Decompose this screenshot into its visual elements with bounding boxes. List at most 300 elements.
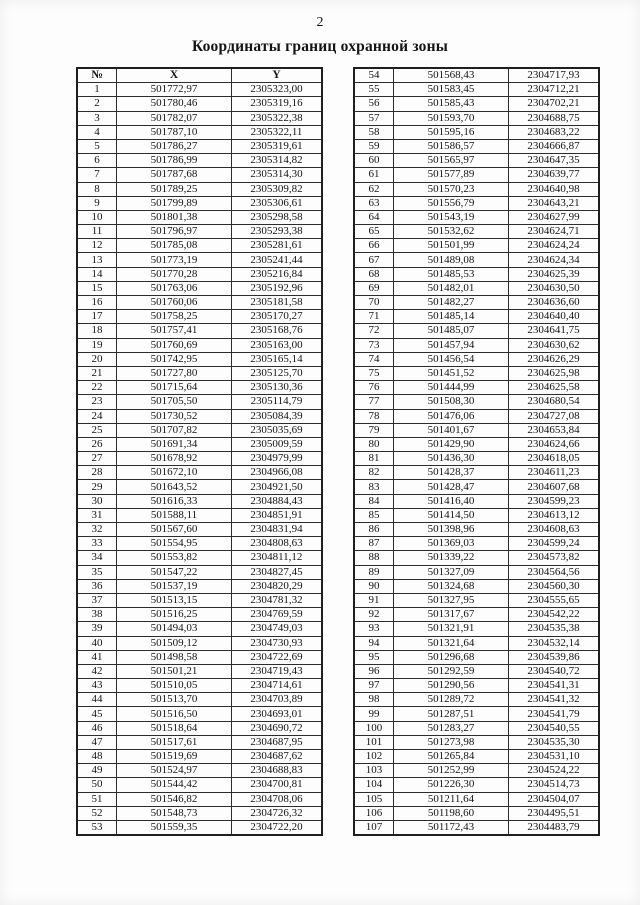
cell-num: 9 [77, 196, 117, 210]
cell-y: 2304727,08 [509, 409, 600, 423]
cell-x: 501369,03 [394, 537, 509, 551]
table-row [77, 395, 322, 409]
cell-x: 501436,30 [394, 452, 509, 466]
cell-x: 501327,09 [394, 565, 509, 579]
cell-num: 87 [354, 537, 394, 551]
cell-num: 91 [354, 593, 394, 607]
cell-x: 501273,98 [394, 735, 509, 749]
table-row [354, 523, 599, 537]
cell-num: 90 [354, 579, 394, 593]
cell-y: 2305293,38 [232, 225, 323, 239]
cell-y: 2305170,27 [232, 310, 323, 324]
table-row [77, 296, 322, 310]
header-cell-y: Y [232, 68, 323, 83]
cell-x: 501485,53 [394, 267, 509, 281]
cell-y: 2304714,61 [232, 679, 323, 693]
table-row [77, 352, 322, 366]
cell-y: 2304640,40 [509, 310, 600, 324]
table-row [77, 225, 322, 239]
cell-num: 83 [354, 480, 394, 494]
cell-y: 2304625,98 [509, 366, 600, 380]
table-row [77, 721, 322, 735]
table-row [77, 593, 322, 607]
cell-num: 106 [354, 806, 394, 820]
table-row [77, 551, 322, 565]
table-row [354, 820, 599, 835]
cell-num: 30 [77, 494, 117, 508]
cell-y: 2304607,68 [509, 480, 600, 494]
cell-y: 2304514,73 [509, 778, 600, 792]
table-row [77, 565, 322, 579]
cell-x: 501678,92 [117, 452, 232, 466]
cell-y: 2304573,82 [509, 551, 600, 565]
cell-num: 78 [354, 409, 394, 423]
cell-y: 2305309,82 [232, 182, 323, 196]
cell-num: 68 [354, 267, 394, 281]
cell-x: 501444,99 [394, 381, 509, 395]
cell-y: 2305114,79 [232, 395, 323, 409]
table-row [77, 409, 322, 423]
cell-num: 4 [77, 125, 117, 139]
table-row [354, 608, 599, 622]
cell-y: 2304703,89 [232, 693, 323, 707]
cell-num: 93 [354, 622, 394, 636]
cell-num: 65 [354, 225, 394, 239]
table-row [77, 310, 322, 324]
table-row [354, 111, 599, 125]
cell-x: 501482,27 [394, 296, 509, 310]
cell-y: 2304532,14 [509, 636, 600, 650]
cell-x: 501570,23 [394, 182, 509, 196]
cell-y: 2304831,94 [232, 523, 323, 537]
table-row [354, 366, 599, 380]
cell-x: 501547,22 [117, 565, 232, 579]
cell-x: 501485,14 [394, 310, 509, 324]
cell-num: 72 [354, 324, 394, 338]
cell-num: 46 [77, 721, 117, 735]
coords-table-right-body [354, 68, 599, 835]
cell-y: 2305322,38 [232, 111, 323, 125]
cell-x: 501780,46 [117, 97, 232, 111]
cell-x: 501287,51 [394, 707, 509, 721]
cell-num: 59 [354, 139, 394, 153]
cell-y: 2304524,22 [509, 764, 600, 778]
cell-x: 501787,10 [117, 125, 232, 139]
table-row [77, 636, 322, 650]
cell-x: 501283,27 [394, 721, 509, 735]
cell-y: 2304712,21 [509, 83, 600, 97]
cell-num: 67 [354, 253, 394, 267]
cell-y: 2304630,62 [509, 338, 600, 352]
cell-x: 501568,43 [394, 68, 509, 83]
cell-y: 2305319,61 [232, 139, 323, 153]
cell-num: 15 [77, 281, 117, 295]
table-row [354, 778, 599, 792]
table-row [354, 68, 599, 83]
cell-x: 501226,30 [394, 778, 509, 792]
cell-y: 2305306,61 [232, 196, 323, 210]
cell-num: 7 [77, 168, 117, 182]
cell-y: 2305241,44 [232, 253, 323, 267]
cell-num: 11 [77, 225, 117, 239]
cell-y: 2304722,69 [232, 650, 323, 664]
cell-x: 501782,07 [117, 111, 232, 125]
table-row [354, 409, 599, 423]
table-row [354, 693, 599, 707]
cell-y: 2305323,00 [232, 83, 323, 97]
cell-num: 92 [354, 608, 394, 622]
cell-x: 501457,94 [394, 338, 509, 352]
table-row [77, 778, 322, 792]
cell-num: 57 [354, 111, 394, 125]
cell-x: 501543,19 [394, 210, 509, 224]
cell-y: 2304624,34 [509, 253, 600, 267]
cell-num: 37 [77, 593, 117, 607]
page-number: 2 [316, 15, 324, 30]
cell-y: 2304851,91 [232, 508, 323, 522]
cell-num: 88 [354, 551, 394, 565]
cell-num: 96 [354, 664, 394, 678]
cell-x: 501758,25 [117, 310, 232, 324]
cell-y: 2304535,38 [509, 622, 600, 636]
cell-x: 501789,25 [117, 182, 232, 196]
cell-y: 2304625,58 [509, 381, 600, 395]
cell-num: 17 [77, 310, 117, 324]
cell-x: 501456,54 [394, 352, 509, 366]
cell-x: 501211,64 [394, 792, 509, 806]
table-row [77, 523, 322, 537]
cell-num: 38 [77, 608, 117, 622]
cell-y: 2304700,81 [232, 778, 323, 792]
cell-x: 501321,91 [394, 622, 509, 636]
table-row [354, 508, 599, 522]
cell-num: 6 [77, 154, 117, 168]
cell-x: 501786,99 [117, 154, 232, 168]
cell-num: 24 [77, 409, 117, 423]
cell-num: 71 [354, 310, 394, 324]
cell-num: 32 [77, 523, 117, 537]
cell-num: 49 [77, 764, 117, 778]
cell-x: 501796,97 [117, 225, 232, 239]
cell-num: 64 [354, 210, 394, 224]
table-row [77, 139, 322, 153]
cell-num: 27 [77, 452, 117, 466]
cell-x: 501508,30 [394, 395, 509, 409]
cell-y: 2304540,55 [509, 721, 600, 735]
coords-table-left [76, 67, 323, 836]
cell-y: 2304643,21 [509, 196, 600, 210]
cell-num: 45 [77, 707, 117, 721]
cell-x: 501565,97 [394, 154, 509, 168]
table-row [354, 381, 599, 395]
table-row [354, 395, 599, 409]
cell-x: 501429,90 [394, 437, 509, 451]
cell-num: 85 [354, 508, 394, 522]
cell-num: 105 [354, 792, 394, 806]
cell-x: 501513,15 [117, 593, 232, 607]
cell-num: 63 [354, 196, 394, 210]
cell-num: 12 [77, 239, 117, 253]
header-cell-x: X [117, 68, 232, 83]
table-row [354, 664, 599, 678]
cell-x: 501451,52 [394, 366, 509, 380]
coords-table-left-body [77, 83, 322, 835]
page-title: Координаты границ охранной зоны [191, 38, 449, 55]
cell-y: 2304921,50 [232, 480, 323, 494]
table-row [354, 707, 599, 721]
cell-y: 2304722,20 [232, 820, 323, 835]
cell-x: 501760,69 [117, 338, 232, 352]
cell-num: 76 [354, 381, 394, 395]
cell-num: 39 [77, 622, 117, 636]
table-row [354, 338, 599, 352]
cell-num: 104 [354, 778, 394, 792]
cell-num: 47 [77, 735, 117, 749]
cell-num: 51 [77, 792, 117, 806]
cell-y: 2304690,72 [232, 721, 323, 735]
cell-x: 501553,82 [117, 551, 232, 565]
cell-num: 66 [354, 239, 394, 253]
table-row [77, 111, 322, 125]
table-row [354, 452, 599, 466]
cell-num: 69 [354, 281, 394, 295]
cell-y: 2304627,99 [509, 210, 600, 224]
cell-y: 2304483,79 [509, 820, 600, 835]
cell-x: 501786,27 [117, 139, 232, 153]
cell-num: 70 [354, 296, 394, 310]
cell-num: 41 [77, 650, 117, 664]
table-row [77, 381, 322, 395]
table-row [354, 225, 599, 239]
cell-y: 2304624,24 [509, 239, 600, 253]
cell-y: 2305035,69 [232, 423, 323, 437]
cell-x: 501428,37 [394, 466, 509, 480]
cell-x: 501509,12 [117, 636, 232, 650]
cell-y: 2305281,61 [232, 239, 323, 253]
table-row [77, 338, 322, 352]
table-row [77, 707, 322, 721]
table-row [77, 210, 322, 224]
cell-y: 2304613,12 [509, 508, 600, 522]
cell-y: 2304719,43 [232, 664, 323, 678]
cell-y: 2304647,35 [509, 154, 600, 168]
table-row [354, 239, 599, 253]
cell-y: 2304688,75 [509, 111, 600, 125]
cell-y: 2304624,71 [509, 225, 600, 239]
cell-y: 2304599,23 [509, 494, 600, 508]
table-row [77, 579, 322, 593]
cell-y: 2304555,65 [509, 593, 600, 607]
cell-x: 501616,33 [117, 494, 232, 508]
table-row [354, 537, 599, 551]
cell-y: 2304688,83 [232, 764, 323, 778]
table-row [77, 253, 322, 267]
cell-x: 501265,84 [394, 750, 509, 764]
cell-x: 501567,60 [117, 523, 232, 537]
cell-num: 82 [354, 466, 394, 480]
cell-num: 31 [77, 508, 117, 522]
table-row [77, 154, 322, 168]
cell-y: 2304531,10 [509, 750, 600, 764]
cell-y: 2304730,93 [232, 636, 323, 650]
table-row [354, 721, 599, 735]
table-row [77, 452, 322, 466]
cell-x: 501401,67 [394, 423, 509, 437]
table-row [354, 253, 599, 267]
coordinate-tables [76, 67, 640, 836]
cell-y: 2304808,63 [232, 537, 323, 551]
cell-num: 61 [354, 168, 394, 182]
cell-x: 501327,95 [394, 593, 509, 607]
cell-x: 501548,73 [117, 806, 232, 820]
cell-num: 34 [77, 551, 117, 565]
cell-y: 2304495,51 [509, 806, 600, 820]
cell-y: 2305216,84 [232, 267, 323, 281]
table-row [354, 125, 599, 139]
cell-x: 501501,21 [117, 664, 232, 678]
table-row [77, 437, 322, 451]
cell-num: 43 [77, 679, 117, 693]
cell-num: 54 [354, 68, 394, 83]
cell-num: 3 [77, 111, 117, 125]
cell-x: 501715,64 [117, 381, 232, 395]
table-row [77, 622, 322, 636]
cell-num: 10 [77, 210, 117, 224]
cell-y: 2304717,93 [509, 68, 600, 83]
cell-num: 99 [354, 707, 394, 721]
table-row [354, 750, 599, 764]
cell-y: 2304541,31 [509, 679, 600, 693]
table-row [77, 792, 322, 806]
cell-num: 19 [77, 338, 117, 352]
cell-y: 2305314,30 [232, 168, 323, 182]
cell-x: 501742,95 [117, 352, 232, 366]
cell-y: 2304608,63 [509, 523, 600, 537]
table-row [77, 650, 322, 664]
table-row [354, 480, 599, 494]
cell-y: 2304504,07 [509, 792, 600, 806]
table-row [77, 508, 322, 522]
table-row [354, 324, 599, 338]
cell-num: 22 [77, 381, 117, 395]
cell-y: 2304811,12 [232, 551, 323, 565]
cell-x: 501317,67 [394, 608, 509, 622]
table-row [77, 537, 322, 551]
cell-num: 52 [77, 806, 117, 820]
table-row [77, 480, 322, 494]
cell-x: 501544,42 [117, 778, 232, 792]
cell-y: 2305165,14 [232, 352, 323, 366]
table-row [354, 792, 599, 806]
table-row [354, 168, 599, 182]
table-row [77, 820, 322, 835]
table-row [77, 806, 322, 820]
cell-y: 2305192,96 [232, 281, 323, 295]
cell-x: 501787,68 [117, 168, 232, 182]
cell-x: 501577,89 [394, 168, 509, 182]
cell-num: 40 [77, 636, 117, 650]
cell-num: 33 [77, 537, 117, 551]
cell-num: 60 [354, 154, 394, 168]
cell-num: 36 [77, 579, 117, 593]
cell-x: 501799,89 [117, 196, 232, 210]
cell-num: 107 [354, 820, 394, 835]
cell-num: 28 [77, 466, 117, 480]
cell-x: 501730,52 [117, 409, 232, 423]
cell-y: 2304680,54 [509, 395, 600, 409]
cell-y: 2304640,98 [509, 182, 600, 196]
cell-num: 21 [77, 366, 117, 380]
cell-y: 2304560,30 [509, 579, 600, 593]
cell-y: 2304884,43 [232, 494, 323, 508]
cell-x: 501727,80 [117, 366, 232, 380]
table-row [77, 679, 322, 693]
cell-x: 501414,50 [394, 508, 509, 522]
cell-x: 501324,68 [394, 579, 509, 593]
cell-x: 501672,10 [117, 466, 232, 480]
cell-x: 501476,06 [394, 409, 509, 423]
cell-y: 2304702,21 [509, 97, 600, 111]
table-row [354, 551, 599, 565]
table-row [354, 310, 599, 324]
cell-x: 501586,57 [394, 139, 509, 153]
cell-y: 2304683,22 [509, 125, 600, 139]
cell-num: 50 [77, 778, 117, 792]
cell-x: 501559,35 [117, 820, 232, 835]
cell-x: 501510,05 [117, 679, 232, 693]
cell-y: 2304653,84 [509, 423, 600, 437]
table-row [354, 494, 599, 508]
table-row [77, 97, 322, 111]
cell-num: 80 [354, 437, 394, 451]
cell-x: 501289,72 [394, 693, 509, 707]
table-row [354, 139, 599, 153]
cell-x: 501763,06 [117, 281, 232, 295]
cell-y: 2305084,39 [232, 409, 323, 423]
cell-y: 2305125,70 [232, 366, 323, 380]
cell-y: 2304769,59 [232, 608, 323, 622]
cell-num: 79 [354, 423, 394, 437]
table-row [354, 806, 599, 820]
cell-x: 501595,16 [394, 125, 509, 139]
table-row [354, 679, 599, 693]
cell-x: 501643,52 [117, 480, 232, 494]
table-row [77, 494, 322, 508]
table-row [77, 664, 322, 678]
cell-x: 501691,34 [117, 437, 232, 451]
coords-table-right [353, 67, 600, 836]
cell-x: 501593,70 [394, 111, 509, 125]
cell-num: 74 [354, 352, 394, 366]
cell-num: 53 [77, 820, 117, 835]
cell-x: 501757,41 [117, 324, 232, 338]
cell-num: 89 [354, 565, 394, 579]
cell-y: 2305181,58 [232, 296, 323, 310]
table-row [354, 267, 599, 281]
cell-y: 2305009,59 [232, 437, 323, 451]
cell-x: 501482,01 [394, 281, 509, 295]
cell-y: 2305319,16 [232, 97, 323, 111]
table-row [354, 622, 599, 636]
cell-num: 103 [354, 764, 394, 778]
cell-x: 501292,59 [394, 664, 509, 678]
table-row [77, 324, 322, 338]
cell-x: 501517,61 [117, 735, 232, 749]
table-row [77, 423, 322, 437]
cell-y: 2305130,36 [232, 381, 323, 395]
table-row [77, 764, 322, 778]
table-row [77, 196, 322, 210]
